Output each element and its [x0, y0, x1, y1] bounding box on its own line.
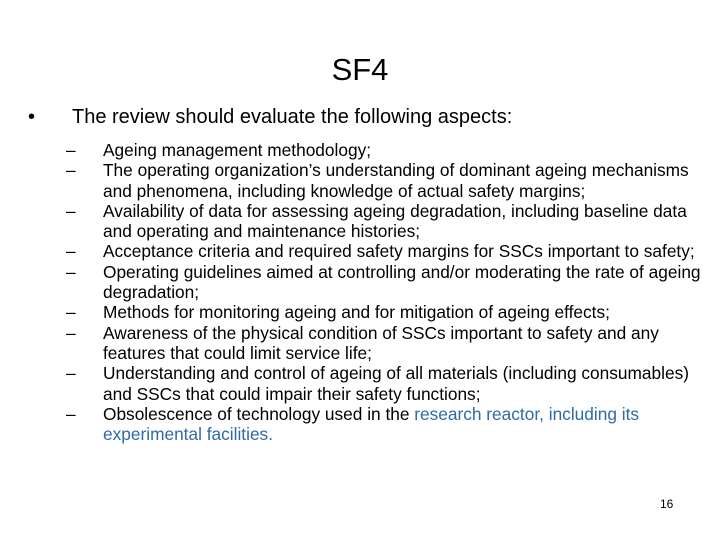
sub-bullet-text: Acceptance criteria and required safety margins for SSCs important to safety;	[103, 241, 695, 262]
sub-bullet-text: Operating guidelines aimed at controlling and/or moderating the rate of ageing degradation;	[103, 261, 701, 303]
sub-bullet-list	[66, 140, 706, 444]
sub-bullet-text: Availability of data for assessing ageing degradation, including baseline data and operating and maintenance histories;	[103, 200, 687, 242]
sub-bullet-text: Awareness of the physical condition of SSCs important to safety and any features that could limit service life;	[103, 322, 659, 363]
sub-bullet-text: Obsolescence of technology used in the	[103, 403, 415, 424]
sub-bullet-item	[66, 160, 706, 201]
slide-title: SF4	[331, 52, 389, 87]
sub-bullet-item	[66, 363, 706, 404]
page-number: 16	[660, 497, 674, 511]
dash-icon: –	[66, 302, 76, 323]
bullet-icon: •	[28, 106, 36, 128]
sub-bullet-highlight: research reactor, including its experimental facilities.	[103, 403, 640, 445]
sub-bullet-item	[66, 140, 706, 160]
sub-bullet-item	[66, 323, 706, 364]
sub-bullet-text: Ageing management methodology;	[103, 140, 372, 160]
main-bullet-text: The review should evaluate the following aspects:	[72, 106, 513, 128]
dash-icon: –	[66, 403, 76, 424]
dash-icon: –	[66, 160, 76, 181]
sub-bullet-item	[66, 241, 706, 261]
sub-bullet-text: Understanding and control of ageing of all materials (including consumables) and SSCs that could impair their safety functions;	[103, 363, 689, 404]
sub-bullet-item	[66, 262, 706, 303]
sub-bullet-item	[66, 201, 706, 242]
sub-bullet-text: The operating organization’s understanding of dominant ageing mechanisms and phenomena, including knowledge of actual safety margins;	[103, 160, 689, 201]
dash-icon: –	[66, 140, 76, 160]
sub-bullet-item	[66, 302, 706, 322]
dash-icon: –	[66, 363, 76, 384]
dash-icon: –	[66, 241, 76, 262]
dash-icon: –	[66, 322, 76, 343]
sub-bullet-text: Methods for monitoring ageing and for mitigation of ageing effects;	[103, 302, 610, 323]
dash-icon: –	[66, 261, 76, 282]
sub-bullet-item	[66, 404, 706, 445]
dash-icon: –	[66, 200, 76, 221]
